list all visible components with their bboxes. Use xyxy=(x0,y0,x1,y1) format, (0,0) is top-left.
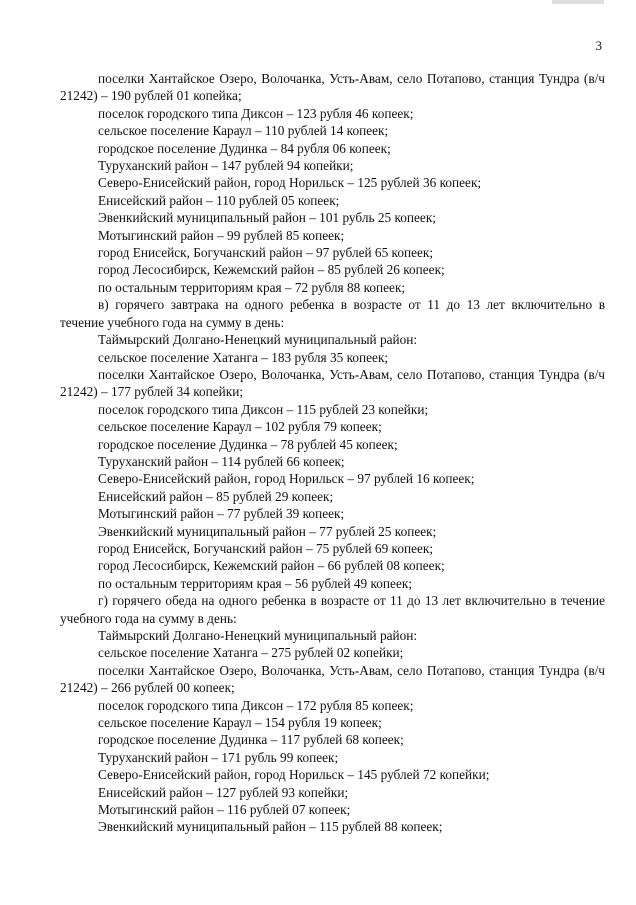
paragraph-5: Туруханский район – 147 рублей 94 копейки; xyxy=(98,158,354,174)
paragraph-4: городское поселение Дудинка – 84 рубля 06 копеек; xyxy=(98,140,391,156)
paragraph-32: поселок городского типа Диксон – 172 рубля 85 копеек; xyxy=(98,697,414,713)
paragraph-1: поселки Хантайское Озеро, Волочанка, Усть-Авам, село Потапово, станция Тундра (в/ч 21242) – 190 рублей 01 копейка; xyxy=(60,71,605,104)
paragraph-24: Эвенкийский муниципальный район – 77 рублей 25 копеек; xyxy=(98,523,437,539)
page-number: 3 xyxy=(595,38,602,53)
paragraph-31: поселки Хантайское Озеро, Волочанка, Усть-Авам, село Потапово, станция Тундра (в/ч 21242) – 266 рублей 00 копеек; xyxy=(60,662,605,696)
paragraph-26: город Лесосибирск, Кежемский район – 66 рублей 08 копеек; xyxy=(98,558,445,574)
paragraph-13: в) горячего завтрака на одного ребенка в возрасте от 11 до 13 лет включительно в течение учебного года на сумму в день: xyxy=(60,297,605,330)
paragraph-35: Туруханский район – 171 рубль 99 копеек; xyxy=(98,749,339,765)
paragraph-7: Енисейский район – 110 рублей 05 копеек; xyxy=(98,192,340,208)
paragraph-18: сельское поселение Караул – 102 рубля 79 копеек; xyxy=(98,419,382,435)
paragraph-2: поселок городского типа Диксон – 123 рубля 46 копеек; xyxy=(98,105,414,121)
document-body xyxy=(60,70,605,836)
paragraph-20: Туруханский район – 114 рублей 66 копеек; xyxy=(98,453,345,469)
paragraph-23: Мотыгинский район – 77 рублей 39 копеек; xyxy=(98,506,345,522)
paragraph-38: Мотыгинский район – 116 рублей 07 копеек; xyxy=(98,802,351,818)
paragraph-27: по остальным территориям края – 56 рублей 49 копеек; xyxy=(98,575,413,591)
paragraph-10: город Енисейск, Богучанский район – 97 рублей 65 копеек; xyxy=(98,245,434,261)
paragraph-21: Северо-Енисейский район, город Норильск – 97 рублей 16 копеек; xyxy=(98,471,475,487)
paragraph-12: по остальным территориям края – 72 рубля 88 копеек; xyxy=(98,279,406,295)
paragraph-37: Енисейский район – 127 рублей 93 копейки; xyxy=(98,784,349,800)
paragraph-8: Эвенкийский муниципальный район – 101 рубль 25 копеек; xyxy=(98,210,436,226)
paragraph-34: городское поселение Дудинка – 117 рублей 68 копеек; xyxy=(98,732,404,748)
paragraph-17: поселок городского типа Диксон – 115 рублей 23 копейки; xyxy=(98,401,429,417)
paragraph-30: сельское поселение Хатанга – 275 рублей 02 копейки; xyxy=(98,645,404,661)
paragraph-25: город Енисейск, Богучанский район – 75 рублей 69 копеек; xyxy=(98,540,434,556)
paragraph-33: сельское поселение Караул – 154 рубля 19 копеек; xyxy=(98,715,382,731)
paragraph-28: г) горячего обеда на одного ребенка в возрасте от 11 до 13 лет включительно в течение учебного года на сумму в день: xyxy=(60,593,605,626)
paragraph-15: сельское поселение Хатанга – 183 рубля 35 копеек; xyxy=(98,349,389,365)
paragraph-29: Таймырский Долгано-Ненецкий муниципальный район: xyxy=(98,628,418,643)
paragraph-3: сельское поселение Караул – 110 рублей 14 копеек; xyxy=(98,123,389,139)
paragraph-9: Мотыгинский район – 99 рублей 85 копеек; xyxy=(98,227,345,243)
paragraph-14: Таймырский Долгано-Ненецкий муниципальный район: xyxy=(98,332,418,348)
paragraph-22: Енисейский район – 85 рублей 29 копеек; xyxy=(98,488,334,504)
paragraph-19: городское поселение Дудинка – 78 рублей 45 копеек; xyxy=(98,436,398,452)
paragraph-39: Эвенкийский муниципальный район – 115 рублей 88 копеек; xyxy=(98,819,443,835)
paragraph-36: Северо-Енисейский район, город Норильск – 145 рублей 72 копейки; xyxy=(98,767,490,783)
paragraph-16: поселки Хантайское Озеро, Волочанка, Усть-Авам, село Потапово, станция Тундра (в/ч 21242) – 177 рублей 34 копейки; xyxy=(60,366,605,400)
scan-corner-mark xyxy=(552,0,604,4)
paragraph-11: город Лесосибирск, Кежемский район – 85 рублей 26 копеек; xyxy=(98,262,445,278)
paragraph-6: Северо-Енисейский район, город Норильск – 125 рублей 36 копеек; xyxy=(98,175,482,191)
